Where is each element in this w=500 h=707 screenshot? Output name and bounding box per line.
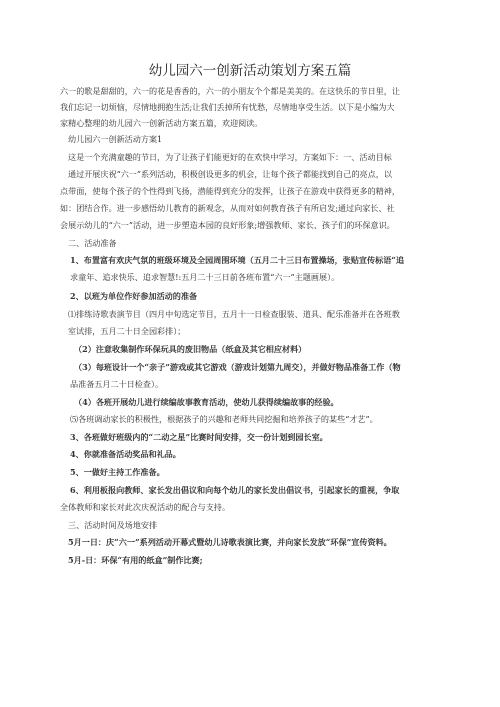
paragraph-line: 品准备五月二十日检查）。 [70,379,164,389]
paragraph-line: 这是一个充满童趣的节日，为了让孩子们能更好的在欢快中学习，方案如下：一、活动目标 [68,152,392,162]
paragraph-line: 家精心整理的幼儿园六一创新活动方案五篇，欢迎阅读。 [60,118,263,128]
paragraph-line: 4、你就准备活动奖品和礼品。 [70,449,181,459]
paragraph-line: 会展示幼儿的“六一”活动，进一步塑造本园的良好形象;增强教师、家长、孩子们的环保意识。 [60,220,395,230]
section-heading: 三、活动时间及场地安排 [68,520,158,530]
paragraph-line: 如：团结合作。进一步感悟幼儿教育的新观念，从而对如何教育孩子有所启发;通过向家长、社 [60,203,395,213]
paragraph-line: 六一的歌是甜甜的，六一的花是香香的，六一的小朋友个个都是美美的。在这快乐的节日里，让 [60,86,400,96]
paragraph-line: 点带面，使每个孩子的个性得到飞扬，潜能得到充分的发挥，让孩子在游戏中获得更多的精神， [60,186,400,196]
paragraph-line: 5月一日：庆“六一”系列活动开幕式暨幼儿诗歌表演比赛，并向家长发放“环保”宣传资料。 [68,537,392,547]
paragraph-line: ⑴排练诗歌表演节目（四月中旬选定节目，五月十一日检查服装、道具、配乐准备并在各班教 [68,309,400,319]
section-heading: 二、活动准备 [68,238,117,248]
paragraph-line: 5月-日：环保“有用的纸盒”制作比赛; [68,555,203,565]
paragraph-line: 室试排，五月二十日全园彩排）； [68,326,186,336]
paragraph-line: （2）注意收集制作环保玩具的废旧物品（纸盒及其它相应材料） [74,344,307,354]
paragraph-line: 通过开展庆祝“六一”系列活动，积极创设更多的机会，让每个孩子都能找到自己的亮点，以 [68,169,392,179]
section-heading: 幼儿园六一创新活动方案1 [68,134,163,144]
paragraph-line: （3）每班设计一个“亲子”游戏或其它游戏（游戏计划第九周交），并做好物品准备工作（物 [74,362,401,372]
paragraph-line: 全体教师和家长对此次庆祝活动的配合与支持。 [60,502,230,512]
paragraph-line: 3、各班做好班级内的“二动之星”比赛时间安排，交一份计划到园长室。 [70,432,328,442]
paragraph-line: 5、一做好主持工作准备。 [70,467,165,477]
document-title: 幼儿园六一创新活动策划方案五篇 [148,63,352,79]
paragraph-line: ⑸各班调动家长的积极性，根据孩子的兴趣和老师共同挖掘和培养孩子的某些“才艺”。 [70,414,378,424]
paragraph-line: （4）各班开展幼儿进行续编故事教育活动，使幼儿获得续编故事的经验。 [74,397,339,407]
paragraph-line: 2、以班为单位作好参加活动的准备 [70,291,198,301]
paragraph-line: 我们忘记一切烦恼，尽情地拥抱生活;让我们丢掉所有忧愁，尽情地享受生活。以下是小编为大 [60,102,395,112]
paragraph-line: 1、布置富有欢庆气氛的班级环境及全园周围环境（五月二十三日布置操场，张贴宣传标语“追 [70,255,405,265]
paragraph-line: 6、利用板报向教师、家长发出倡议和向每个幼儿的家长发出倡议书，引起家长的重视，争取 [70,485,400,495]
paragraph-line: 求童年、追求快乐、追求智慧!:五月二十三日前各班布置“六一”主题画展）。 [70,272,340,282]
